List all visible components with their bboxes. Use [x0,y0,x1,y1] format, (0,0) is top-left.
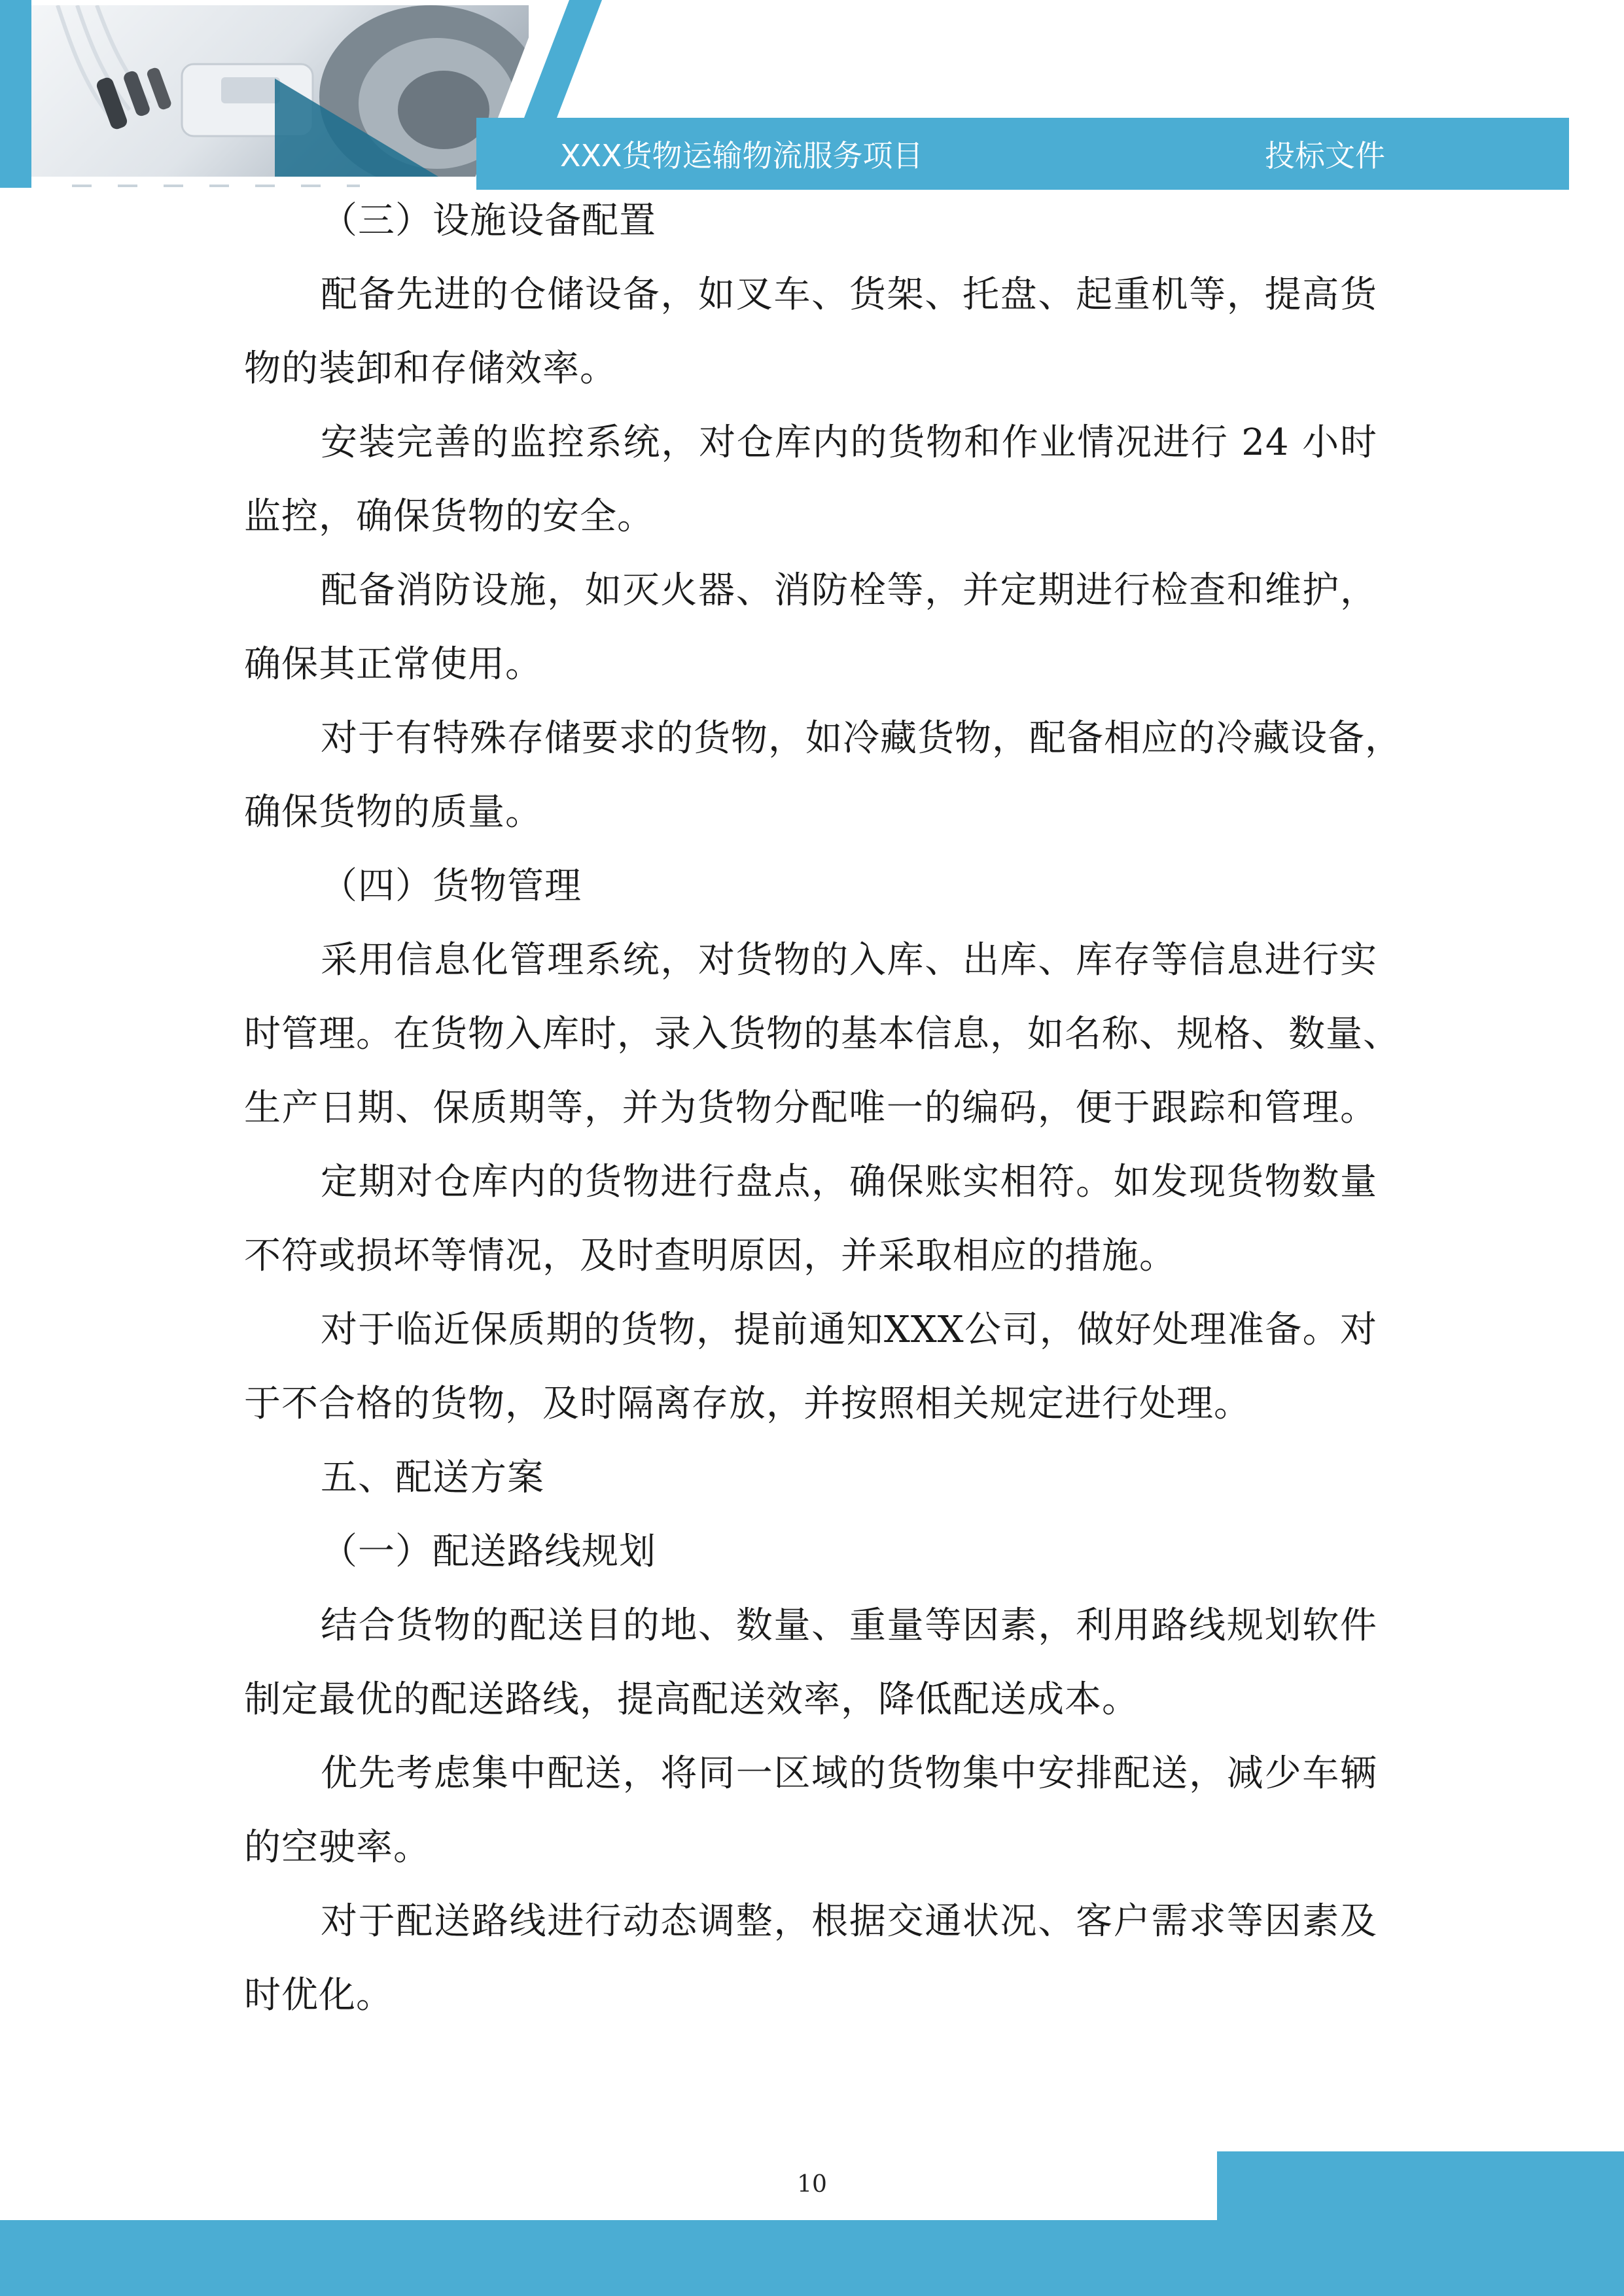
heading-route-planning: （一）配送路线规划 [321,1530,656,1573]
heading-goods-management: （四）货物管理 [321,865,582,908]
paragraph-line: 采用信息化管理系统，对货物的入库、出库、库存等信息进行实 [321,939,1377,981]
paragraph-line: 监控，确保货物的安全。 [244,495,654,538]
paragraph-line: 物的装卸和存储效率。 [244,347,617,390]
paragraph-line: 于不合格的货物，及时隔离存放，并按照相关规定进行处理。 [244,1383,1251,1425]
paragraph-line: 的空驶率。 [244,1826,431,1869]
heading-delivery-plan: 五、配送方案 [321,1457,544,1499]
paragraph-line: 时管理。在货物入库时，录入货物的基本信息，如名称、规格、数量、 [244,1013,1400,1055]
paragraph-line: 确保货物的质量。 [244,791,542,834]
paragraph-line: 对于有特殊存储要求的货物，如冷藏货物，配备相应的冷藏设备， [321,717,1402,760]
paragraph-line: 配备消防设施，如灭火器、消防栓等，并定期进行检查和维护， [321,569,1377,612]
footer-accent-block [1217,2151,1624,2220]
paragraph-line: 不符或损坏等情况，及时查明原因，并采取相应的措施。 [244,1235,1176,1277]
paragraph-line: 定期对仓库内的货物进行盘点，确保账实相符。如发现货物数量 [321,1161,1377,1203]
paragraph-line: 安装完善的监控系统，对仓库内的货物和作业情况进行 24 小时 [321,421,1377,464]
paragraph-line: 对于配送路线进行动态调整，根据交通状况、客户需求等因素及 [321,1900,1377,1943]
paragraph-line: 优先考虑集中配送，将同一区域的货物集中安排配送，减少车辆 [321,1752,1377,1795]
header-project-title: XXX货物运输物流服务项目 [560,138,923,173]
paragraph-line: 制定最优的配送路线，提高配送效率，降低配送成本。 [244,1678,1139,1721]
page-number: 10 [797,2171,827,2198]
paragraph-line: 时优化。 [244,1974,393,2017]
paragraph-line: 结合货物的配送目的地、数量、重量等因素，利用路线规划软件 [321,1604,1377,1647]
heading-facilities-equipment: （三）设施设备配置 [321,200,656,242]
footer-band [0,2220,1624,2296]
paragraph-line: 生产日期、保质期等，并为货物分配唯一的编码，便于跟踪和管理。 [244,1087,1377,1129]
paragraph-line: 确保其正常使用。 [244,643,542,686]
paragraph-line: 配备先进的仓储设备，如叉车、货架、托盘、起重机等，提高货 [321,274,1377,316]
paragraph-line: 对于临近保质期的货物，提前通知XXX公司，做好处理准备。对 [321,1309,1377,1351]
header-document-type: 投标文件 [1265,138,1385,173]
